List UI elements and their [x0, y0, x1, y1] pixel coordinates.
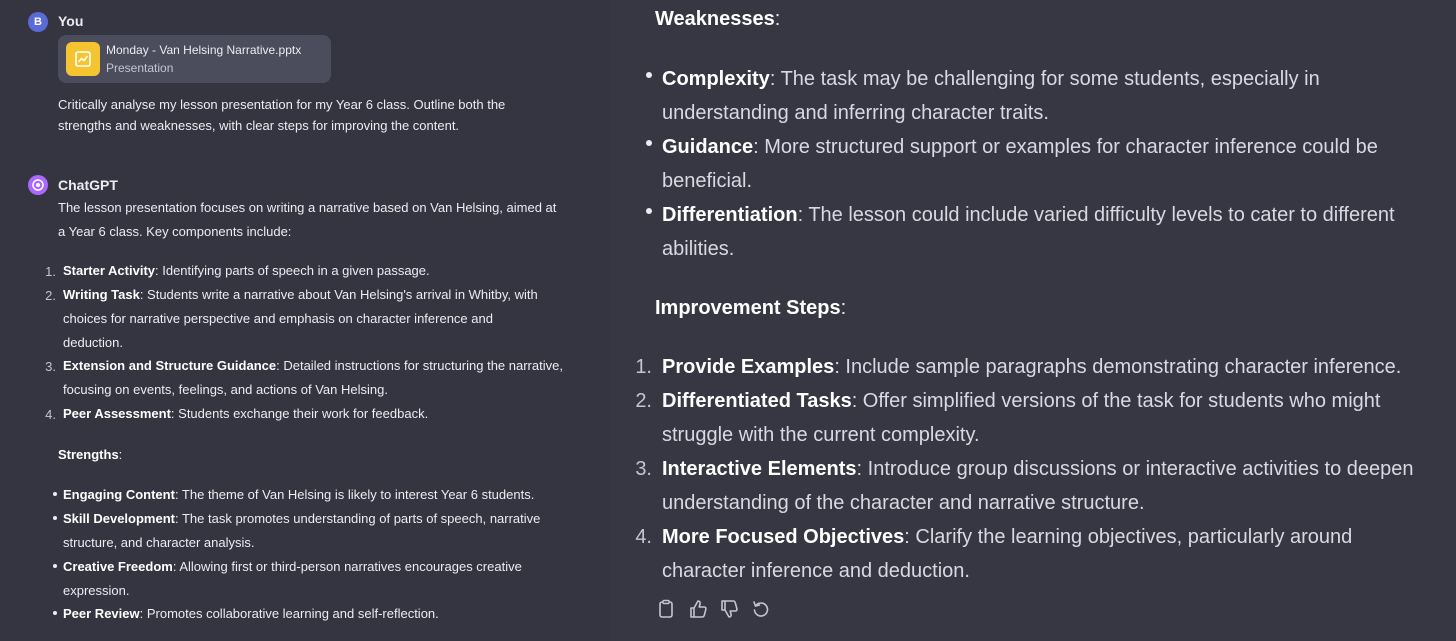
- bullet-icon: [646, 140, 652, 146]
- list-item: Starter Activity: Identifying parts of speech in a given passage.: [63, 263, 430, 278]
- improvement-heading: Improvement Steps:: [655, 297, 847, 319]
- bullet-icon: [53, 492, 57, 496]
- strengths-heading: Strengths:: [58, 447, 123, 462]
- list-number: 4.: [635, 526, 652, 548]
- regenerate-icon[interactable]: [750, 598, 772, 620]
- attachment-type: Presentation: [106, 61, 174, 75]
- list-item: Skill Development: The task promotes understanding of parts of speech, narrative structure, and character analysis.: [63, 511, 541, 550]
- attachment-card[interactable]: [58, 35, 331, 83]
- left-conversation-pane: [0, 0, 610, 641]
- list-number: 2.: [45, 288, 56, 303]
- bullet-icon: [53, 564, 57, 568]
- presentation-icon: [66, 42, 100, 76]
- attachment-filename: Monday - Van Helsing Narrative.pptx: [106, 43, 302, 57]
- chatgpt-name: ChatGPT: [58, 177, 118, 193]
- list-item: Peer Assessment: Students exchange their work for feedback.: [63, 406, 429, 421]
- list-item: Peer Review: Promotes collaborative learning and self-reflection.: [63, 606, 439, 621]
- user-name: You: [58, 13, 84, 29]
- user-message-line: strengths and weaknesses, with clear steps for improving the content.: [58, 118, 460, 133]
- thumbs-down-icon[interactable]: [718, 598, 740, 620]
- user-avatar: B: [28, 12, 48, 32]
- list-item: Guidance: More structured support or examples for character inference could be beneficial.: [662, 136, 1378, 192]
- list-item: Engaging Content: The theme of Van Helsing is likely to interest Year 6 students.: [63, 487, 535, 502]
- list-number: 3.: [45, 359, 56, 374]
- weaknesses-heading: Weaknesses:: [655, 8, 781, 30]
- list-number: 1.: [635, 356, 652, 378]
- list-item: Differentiation: The lesson could include varied difficulty levels to cater to different abilities.: [662, 204, 1395, 260]
- assistant-intro-line: a Year 6 class. Key components include:: [58, 224, 292, 239]
- assistant-intro-line: The lesson presentation focuses on writing a narrative based on Van Helsing, aimed at: [58, 200, 557, 215]
- bullet-icon: [53, 516, 57, 520]
- bullet-icon: [53, 611, 57, 615]
- chatgpt-avatar: [28, 175, 48, 195]
- list-number: 4.: [45, 407, 56, 422]
- bullet-icon: [646, 208, 652, 214]
- list-item: Interactive Elements: Introduce group discussions or interactive activities to deepen understanding of the character and narrative structure.: [662, 458, 1414, 514]
- clipboard-icon[interactable]: [655, 598, 677, 620]
- thumbs-up-icon[interactable]: [687, 598, 709, 620]
- list-item: Provide Examples: Include sample paragraphs demonstrating character inference.: [662, 356, 1402, 378]
- bullet-icon: [646, 72, 652, 78]
- list-item: Complexity: The task may be challenging for some students, especially in understanding and inferring character traits.: [662, 68, 1320, 124]
- list-item: Writing Task: Students write a narrative about Van Helsing's arrival in Whitby, with choices for narrative perspective and emphasis on character inference and deduction.: [63, 287, 538, 350]
- list-item: Creative Freedom: Allowing first or third-person narratives encourages creative expression.: [63, 559, 522, 598]
- list-number: 3.: [635, 458, 652, 480]
- list-item: More Focused Objectives: Clarify the learning objectives, particularly around character inference and deduction.: [662, 526, 1353, 582]
- list-number: 1.: [45, 264, 56, 279]
- list-item: Differentiated Tasks: Offer simplified versions of the task for students who might struggle with the current complexity.: [662, 390, 1381, 446]
- list-item: Extension and Structure Guidance: Detailed instructions for structuring the narrative, focusing on events, feelings, and actions of Van Helsing.: [63, 358, 563, 397]
- list-number: 2.: [635, 390, 652, 412]
- user-message-line: Critically analyse my lesson presentation for my Year 6 class. Outline both the: [58, 97, 506, 112]
